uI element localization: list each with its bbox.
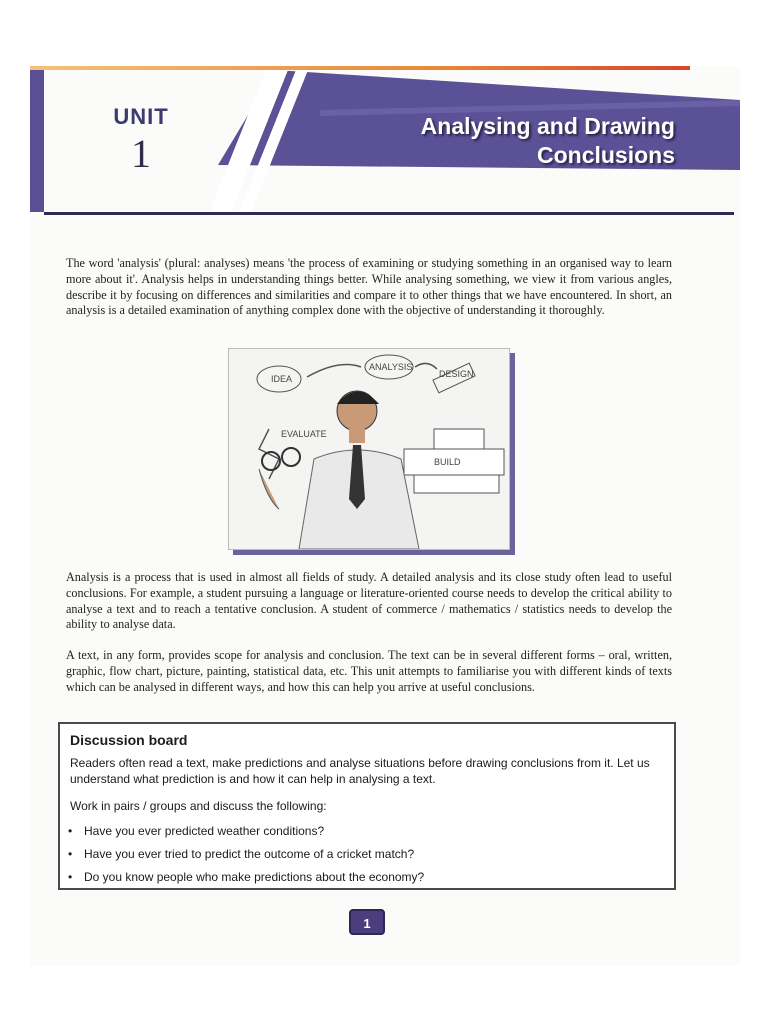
list-item <box>68 847 424 870</box>
left-accent-bar <box>30 70 44 212</box>
page-number-badge: 1 <box>349 909 385 935</box>
chapter-title <box>330 112 675 170</box>
bullet-icon: • <box>68 824 73 838</box>
design-label: DESIGN <box>439 369 474 379</box>
discussion-questions <box>68 824 424 893</box>
chapter-title-line1: Analysing and Drawing <box>420 113 675 139</box>
list-item <box>68 870 424 893</box>
unit-number: 1 <box>131 131 151 176</box>
analysis-fields-paragraph: Analysis is a process that is used in almost all fields of study. A detailed analysis and its close study often lead to useful conclusions. For example, a student pursuing a language or literature-oriented course needs to develop the critical ability to analyse a text and to reach a tentative conclusion. A student of commerce / mathematics / statistics needs to develop the ability to analyse data. <box>66 570 672 632</box>
question-text: Do you know people who make predictions about the economy? <box>84 870 425 884</box>
discussion-board <box>58 722 676 890</box>
question-text: Have you ever tried to predict the outcome of a cricket match? <box>84 847 415 861</box>
evaluate-label: EVALUATE <box>281 429 327 439</box>
bullet-icon: • <box>68 870 73 884</box>
intro-paragraph: The word 'analysis' (plural: analyses) means 'the process of examining or studying something in an organised way to learn more about it'. Analysis helps in understanding things better. While analysing something, we view it from various angles, describe it by focusing on differences and similarities and compare it to other things that we have encountered. In short, an analysis is a detailed examination of anything complex done with the objective of understanding it thoroughly. <box>66 256 672 318</box>
list-item <box>68 824 424 847</box>
bullet-icon: • <box>68 847 73 861</box>
build-label: BUILD <box>434 457 461 467</box>
text-forms-paragraph: A text, in any form, provides scope for analysis and conclusion. The text can be in several different forms – oral, written, graphic, flow chart, picture, painting, statistical data, etc. This unit attempts to familiarise you with different kinds of texts which can be analysed in different ways, and how this can help you arrive at useful conclusions. <box>66 648 672 694</box>
banner-underline <box>44 212 734 215</box>
discussion-title: Discussion board <box>70 732 188 748</box>
discussion-instruction: Work in pairs / groups and discuss the following: <box>70 799 327 813</box>
question-text: Have you ever predicted weather conditions? <box>84 824 325 838</box>
thinking-man-illustration <box>228 348 510 550</box>
discussion-text: Readers often read a text, make predictions and analyse situations before drawing conclusions from it. Let us understand what prediction is and how it can help in analysing a text. <box>70 756 650 786</box>
chapter-title-line2: Conclusions <box>536 142 675 168</box>
idea-label: IDEA <box>271 374 293 384</box>
analysis-label: ANALYSIS <box>369 362 413 372</box>
unit-label: UNIT <box>113 104 169 129</box>
